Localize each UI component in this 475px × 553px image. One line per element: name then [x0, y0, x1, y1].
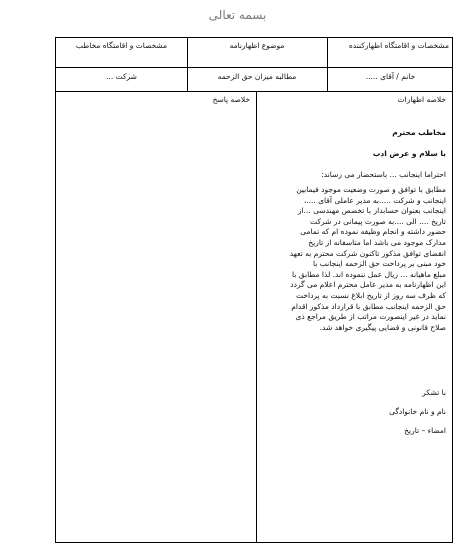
- name-line: نام و نام خانوادگی: [389, 407, 446, 416]
- header-declarant-info: مشخصات و اقامتگاه اظهارکننده: [348, 41, 449, 50]
- body-line: انقضای توافق مذکور تاکنون شرکت محترم به تعهد: [289, 248, 446, 258]
- row-divider: [56, 91, 452, 92]
- header-addressee-info: مشخصات و اقامتگاه مخاطب: [75, 41, 168, 50]
- letter-body: [260, 185, 446, 333]
- body-line: حق الزحمه اینجانب مطابق با قرارداد مذکور اقدام: [291, 301, 446, 311]
- header-subject: موضوع اظهارنامه: [229, 41, 285, 50]
- body-line: تاریخ .... الی ....به صورت پیمانی در شرکت: [310, 216, 446, 226]
- column-divider: [327, 38, 328, 91]
- body-line: مطابق با توافق و صورت وضعیت موجود فیمابین: [296, 185, 446, 194]
- intro-line: احتراما اینجانب ... باستحضار می رساند:: [321, 170, 446, 179]
- body-line: این اظهارنامه به مدیر عامل محترم اعلام می گردد: [290, 280, 446, 290]
- body-line: که ظرف سه روز از تاریخ ابلاغ نسبت به پرداخت: [295, 290, 446, 300]
- body-line: مبلغ ماهیانه ... ریال عمل ننموده اند. لذا مطابق با: [291, 269, 446, 279]
- column-divider: [256, 91, 257, 542]
- declaration-table: [55, 37, 453, 543]
- body-line: نماید در غیر اینصورت مراتب از طریق مراجع ذی: [295, 312, 446, 322]
- body-line: خود مبنی بر پرداخت حق الزحمه اینجانب با: [313, 259, 446, 269]
- signature-line: امضاء – تاریخ: [404, 426, 446, 435]
- closing-line: با تشکر: [422, 388, 446, 397]
- salutation: با سلام و عرض ادب: [372, 149, 446, 158]
- reply-label: خلاصه پاسخ: [212, 95, 250, 104]
- body-line: اینجانب بعنوان حسابدار با تخصص مهندسی ...از: [297, 206, 446, 216]
- header-title: بسمه تعالی: [208, 8, 267, 22]
- body-line: اینجانب و شرکت .....به مدیر عاملی آقای ....،: [303, 195, 446, 205]
- addressee-value: شرکت ...: [106, 72, 137, 81]
- row-divider: [56, 67, 452, 68]
- summary-label: خلاصه اظهارات: [397, 95, 446, 104]
- greeting: مخاطب محترم: [392, 128, 446, 137]
- body-line: مدارک موجود می باشد اما متاسفانه از تاریخ: [308, 237, 446, 247]
- body-line: حضور داشته و انجام وظیفه نموده ام که تمامی: [300, 227, 446, 237]
- declarant-value: خانم / آقای .....: [365, 72, 416, 81]
- body-line: صلاح قانونی و قضایی پیگیری خواهد شد.: [319, 322, 446, 332]
- subject-value: مطالبه میزان حق الزحمه: [217, 72, 297, 81]
